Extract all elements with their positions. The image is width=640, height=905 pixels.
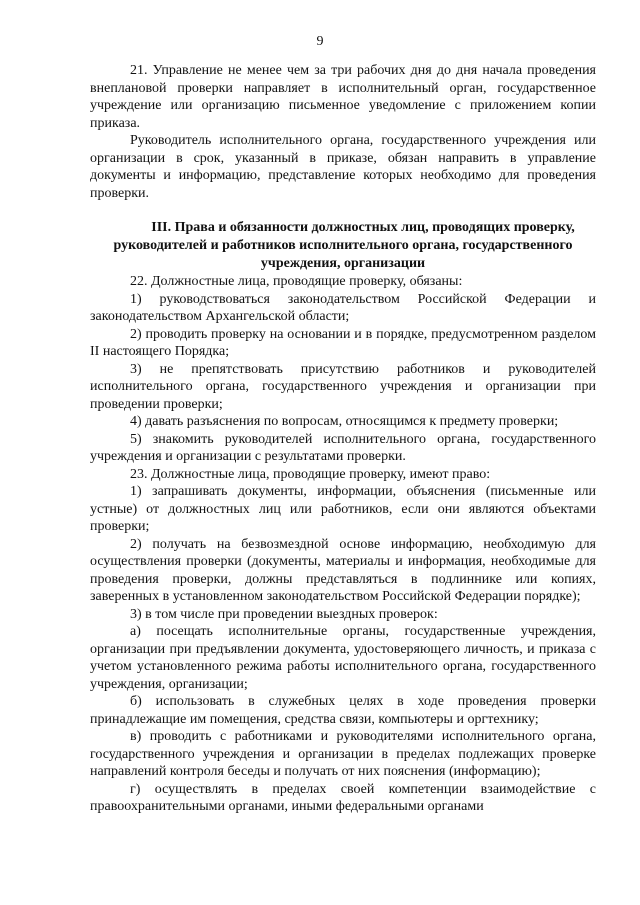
paragraph-head-obligation: Руководитель исполнительного органа, государственного учреждения или организации в срок, указанный в приказе, обязан направить в управление документы и информацию, представление которых необходимо для проведения проверки. (90, 133, 596, 201)
subitem-b: б) использовать в служебных целях в ходе проведения проверки принадлежащие им помещения, средства связи, компьютеры и оргтехнику; (90, 694, 596, 727)
list-item-23-1: 1) запрашивать документы, информации, объяснения (письменные или устные) от должностных лиц или работников, если они являются объектами проверки; (90, 484, 596, 534)
subitem-a: а) посещать исполнительные органы, государственные учреждения, организации при предъявлении документа, удостоверяющего личность, и приказа с учетом установленного режима работы исполнительного органа, государственного учреждения, организации; (90, 624, 596, 692)
document-body (90, 62, 596, 816)
list-item-23-3: 3) в том числе при проведении выездных проверок: (130, 606, 438, 622)
list-item-22-3: 3) не препятствовать присутствию работников и руководителей исполнительного органа, государственного учреждения и организации при проведении проверки; (90, 361, 596, 412)
paragraph-22: 22. Должностные лица, проводящие проверку, обязаны: (130, 274, 463, 289)
section-heading: III. Права и обязанности должностных лиц, проводящих проверку, руководителей и работников исполнительного органа, государственного учреждения, организации (113, 220, 575, 271)
list-item-22-1: 1) руководствоваться законодательством Российской Федерации и законодательством Архангельской области; (90, 291, 596, 324)
subitem-g: г) осуществлять в пределах своей компетенции взаимодействие с правоохранительными органами, иными федеральными органами (90, 781, 596, 814)
list-item-22-4: 4) давать разъяснения по вопросам, относящимся к предмету проверки; (130, 414, 559, 429)
page-number: 9 (316, 34, 324, 49)
paragraph-23: 23. Должностные лица, проводящие проверку, имеют право: (130, 466, 491, 482)
list-item-22-5: 5) знакомить руководителей исполнительного органа, государственного учреждения и организации с результатами проверки. (90, 431, 596, 464)
list-item-23-2: 2) получать на безвозмездной основе информацию, необходимую для осуществления проверки (документы, материалы и информация, необходимые для проведения проверки, должны представляться в подлиннике или копиях, заверенных в установленном законодательством Российской Федерации порядке); (90, 536, 596, 604)
paragraph-21: 21. Управление не менее чем за три рабочих дня до дня начала проведения внеплановой проверки направляет в исполнительный орган, государственное учреждение или организацию письменное уведомление с приложением копии приказа. (90, 63, 596, 131)
subitem-v: в) проводить с работниками и руководителями исполнительного органа, государственного учреждения и организации в пределах подлежащих проверке направлений контроля беседы и получать от них пояснения (информацию); (90, 729, 596, 779)
list-item-22-2: 2) проводить проверку на основании и в порядке, предусмотренном разделом II настоящего Порядка; (90, 326, 596, 359)
